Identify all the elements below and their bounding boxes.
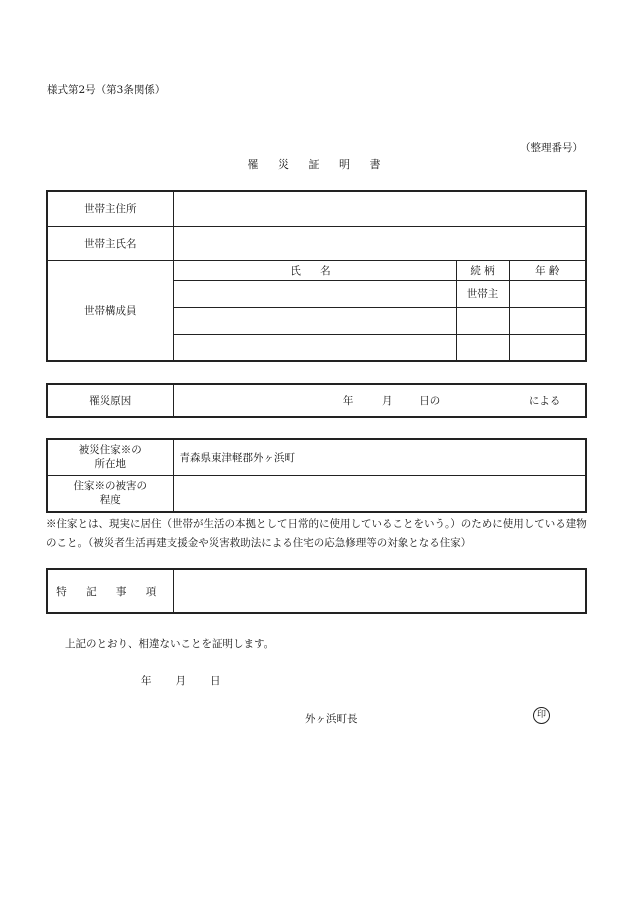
member-age-field[interactable]	[509, 334, 586, 361]
certification-month-label: 月	[175, 675, 186, 687]
address-label: 世帯主住所	[47, 191, 173, 226]
certification-year-label: 年	[141, 675, 152, 687]
special-remarks-field[interactable]	[173, 569, 586, 613]
cause-label: 罹災原因	[47, 384, 173, 417]
issuer-title: 外ヶ浜町長	[305, 713, 358, 725]
location-row	[47, 439, 586, 475]
document-title: 罹 災 証 明 書	[247, 158, 389, 171]
certification-statement: 上記のとおり、相違ないことを証明します。	[65, 638, 275, 650]
member-age-field[interactable]	[509, 280, 586, 307]
relationship-column-header: 続 柄	[456, 260, 509, 280]
head-name-label: 世帯主氏名	[47, 226, 173, 260]
member-relationship-field[interactable]	[456, 334, 509, 361]
cause-month-label: 月	[382, 395, 393, 407]
dwelling-note: ※住家とは、現実に居住（世帯が生活の本拠として日常的に使用していることをいう。）のために使用している建物のこと。（被災者生活再建支援金や災害救助法による住宅の応急修理等の対象となる住家）	[46, 518, 587, 549]
certification-date	[141, 673, 221, 688]
special-remarks-table	[46, 568, 587, 614]
members-header-row	[47, 260, 586, 280]
cause-field[interactable]	[173, 384, 586, 417]
household-table	[46, 190, 587, 362]
degree-label-line1: 住家※の被害の	[73, 480, 147, 493]
cause-table	[46, 383, 587, 418]
location-label	[47, 439, 173, 475]
cause-row	[47, 384, 586, 417]
member-name-field[interactable]	[173, 334, 456, 361]
head-name-field[interactable]	[173, 226, 586, 260]
location-label-line1: 被災住家※の	[78, 444, 142, 457]
age-column-header: 年 齢	[509, 260, 586, 280]
location-label-line2: 所在地	[94, 458, 126, 471]
certification-day-label: 日	[210, 675, 221, 687]
degree-label	[47, 475, 173, 512]
form-number: 様式第2号（第3条関係）	[47, 84, 166, 96]
seal-mark: 印	[533, 707, 550, 724]
member-name-field[interactable]	[173, 280, 456, 307]
cause-year-label: 年	[342, 395, 354, 407]
degree-label-line2: 程度	[99, 494, 121, 507]
cause-day-label: 日の	[419, 395, 441, 407]
member-name-field[interactable]	[173, 307, 456, 334]
member-relationship-field[interactable]: 世帯主	[456, 280, 509, 307]
address-field[interactable]	[173, 191, 586, 226]
cause-suffix: による	[528, 395, 561, 407]
damage-table	[46, 438, 587, 513]
degree-field[interactable]	[173, 475, 586, 512]
location-field[interactable]: 青森県東津軽郡外ヶ浜町	[173, 439, 586, 475]
member-relationship-field[interactable]	[456, 307, 509, 334]
address-row	[47, 191, 586, 226]
special-remarks-label: 特 記 事 項	[47, 569, 173, 613]
degree-row	[47, 475, 586, 512]
member-age-field[interactable]	[509, 307, 586, 334]
reference-number-label: （整理番号）	[520, 142, 583, 154]
special-remarks-row	[47, 569, 586, 613]
name-column-header: 氏 名	[173, 260, 456, 280]
head-name-row	[47, 226, 586, 260]
members-label: 世帯構成員	[47, 260, 173, 361]
